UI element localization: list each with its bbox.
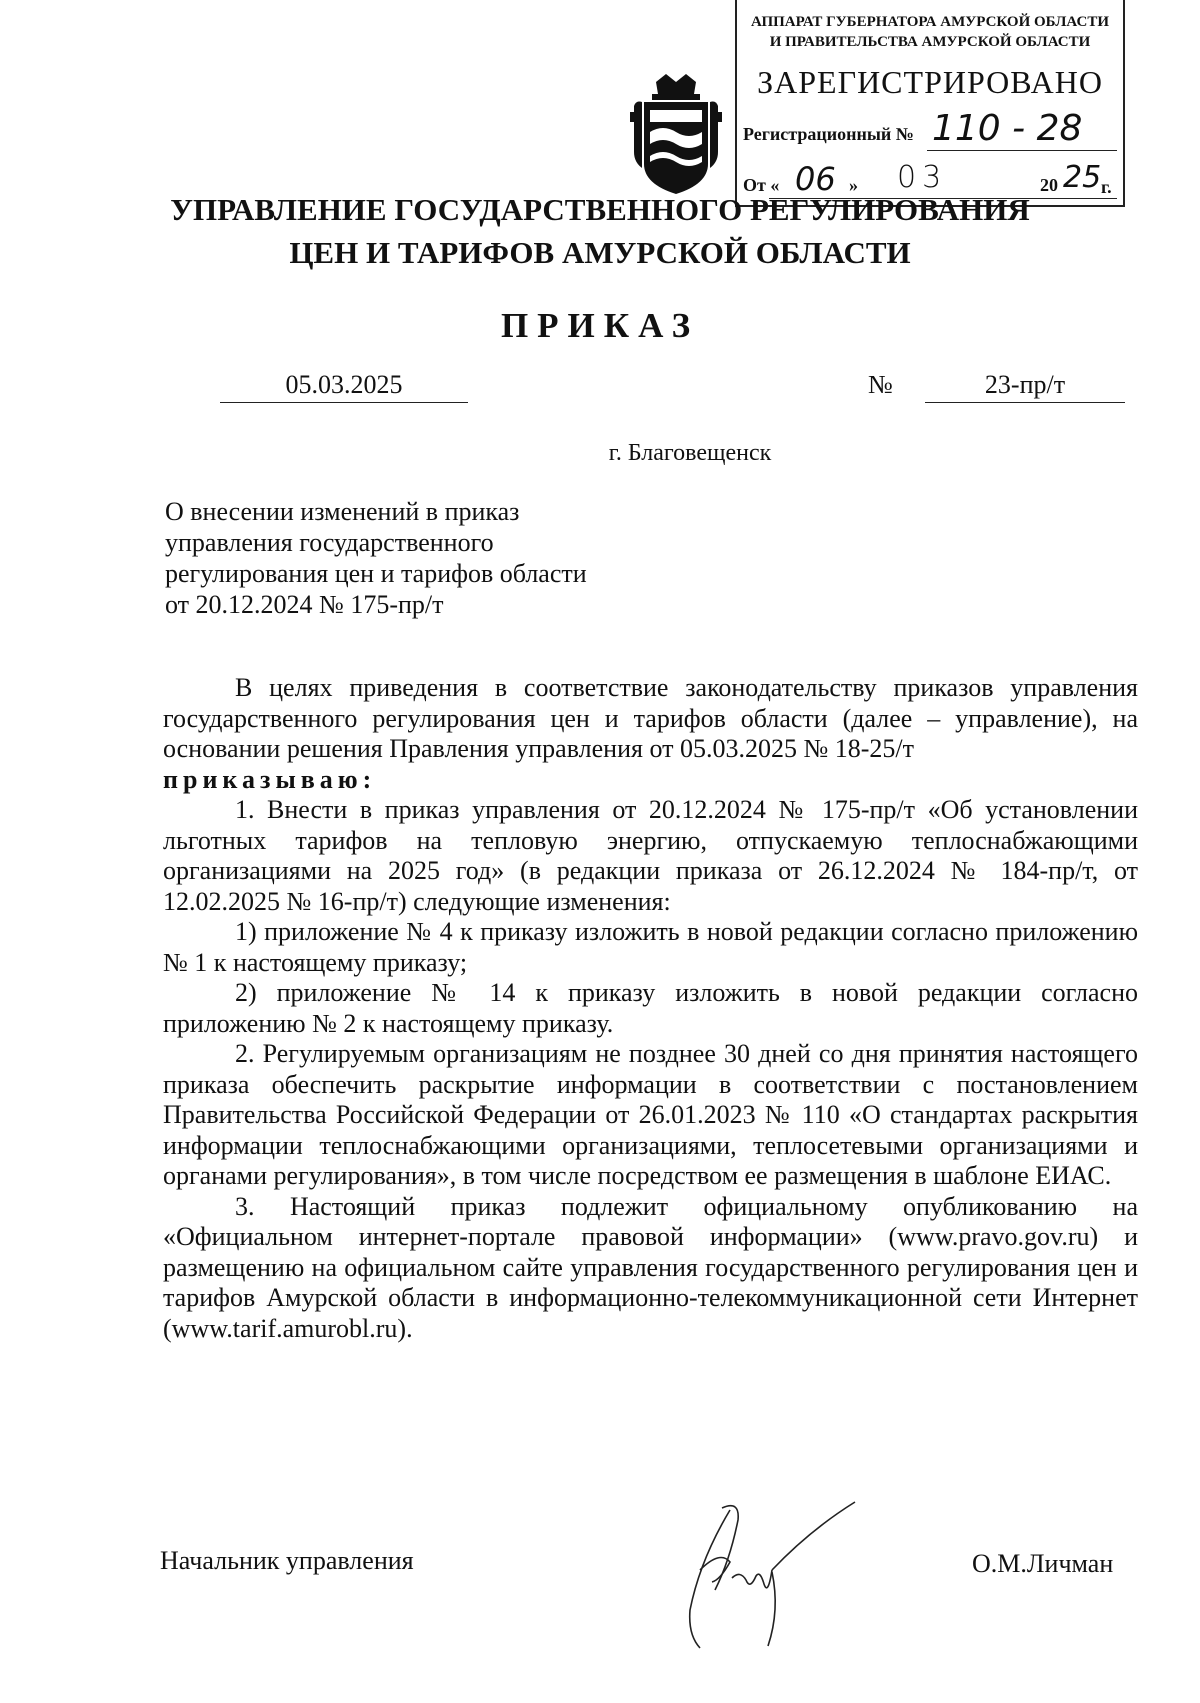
subject-line: регулирования цен и тарифов области <box>165 559 587 588</box>
organization-title-line2: ЦЕН И ТАРИФОВ АМУРСКОЙ ОБЛАСТИ <box>289 235 911 270</box>
document-date: 05.03.2025 <box>220 370 468 403</box>
stamp-org-line2: И ПРАВИТЕЛЬСТВА АМУРСКОЙ ОБЛАСТИ <box>769 34 1091 50</box>
stamp-org-line1: АППАРАТ ГУБЕРНАТОРА АМУРСКОЙ ОБЛАСТИ <box>750 14 1109 30</box>
stamp-reg-number-label: Регистрационный № <box>743 124 914 144</box>
order-word-paragraph <box>163 765 1138 796</box>
number-sign: № <box>868 370 893 399</box>
stamp-status: ЗАРЕГИСТРИРОВАНО <box>757 64 1103 100</box>
clause-1-1-paragraph: 1) приложение № 4 к приказу изложить в новой редакции согласно приложению № 1 к настоящему приказу; <box>163 917 1138 977</box>
clause-2-paragraph: 2. Регулируемым организациям не позднее 30 дней со дня принятия настоящего приказа обеспечить раскрытие информации в соответствии с постановлением Правительства Российской Федерации от 26.01.2023 № 110 «О стандартах раскрытия информации теплоснабжающими организациями, теплосетевыми организациями и органами регулирования», в том числе посредством ее размещения в шаблоне ЕИАС. <box>163 1039 1138 1190</box>
document-number: 23-пр/т <box>925 370 1125 403</box>
subject-line: от 20.12.2024 № 175-пр/т <box>165 590 444 619</box>
stamp-reg-number-value: 110 - 28 <box>932 108 1083 149</box>
document-body <box>163 673 1138 1344</box>
registration-stamp <box>735 0 1125 207</box>
stamp-reg-number-line <box>927 150 1117 151</box>
stamp-year-prefix: 20 <box>1040 175 1058 195</box>
organization-title-line1: УПРАВЛЕНИЕ ГОСУДАРСТВЕННОГО РЕГУЛИРОВАНИЯ <box>170 192 1030 227</box>
stamp-year-suffix: 25 <box>1063 160 1102 195</box>
stamp-year-g: г. <box>1101 177 1112 197</box>
signatory-name: О.М.Личман <box>972 1549 1114 1578</box>
stamp-quote-close: » <box>849 175 858 195</box>
order-word: приказываю: <box>163 764 377 794</box>
clause-3-paragraph: 3. Настоящий приказ подлежит официальному опубликованию на «Официальном интернет-портале правовой информации» (www.pravo.gov.ru) и размещению на официальном сайте управления государственного регулирования цен и тарифов Амурской области в информационно-телекоммуникационной сети Интернет (www.tarif.amurobl.ru). <box>163 1191 1138 1343</box>
preamble-paragraph: В целях приведения в соответствие законодательству приказов управления государственного регулирования цен и тарифов области (далее – управление), на основании решения Правления управления от 05.03.2025 № 18-25/т <box>163 673 1138 763</box>
coat-of-arms-icon <box>628 72 724 200</box>
stamp-day: 06 <box>795 160 836 198</box>
handwritten-signature-icon <box>660 1500 860 1650</box>
subject-line: О внесении изменений в приказ <box>165 497 520 526</box>
document-city: г. Благовещенск <box>608 440 772 466</box>
signatory-position: Начальник управления <box>160 1546 414 1575</box>
document-subject <box>165 496 685 620</box>
clause-1-paragraph: 1. Внести в приказ управления от 20.12.2024 № 175-пр/т «Об установлении льготных тарифов на тепловую энергию, отпускаемую теплоснабжающими организациями на 2025 год» (в редакции приказа от 26.12.2024 № 184-пр/т, от 12.02.2025 № 16-пр/т) следующие изменения: <box>163 795 1138 916</box>
clause-1-2-paragraph: 2) приложение № 14 к приказу изложить в новой редакции согласно приложению № 2 к настоящему приказу. <box>163 978 1138 1038</box>
document-type-title: ПРИКАЗ <box>500 306 700 345</box>
subject-line: управления государственного <box>165 528 494 557</box>
stamp-from-label: От « <box>743 175 780 195</box>
stamp-month: 03 <box>897 160 948 195</box>
